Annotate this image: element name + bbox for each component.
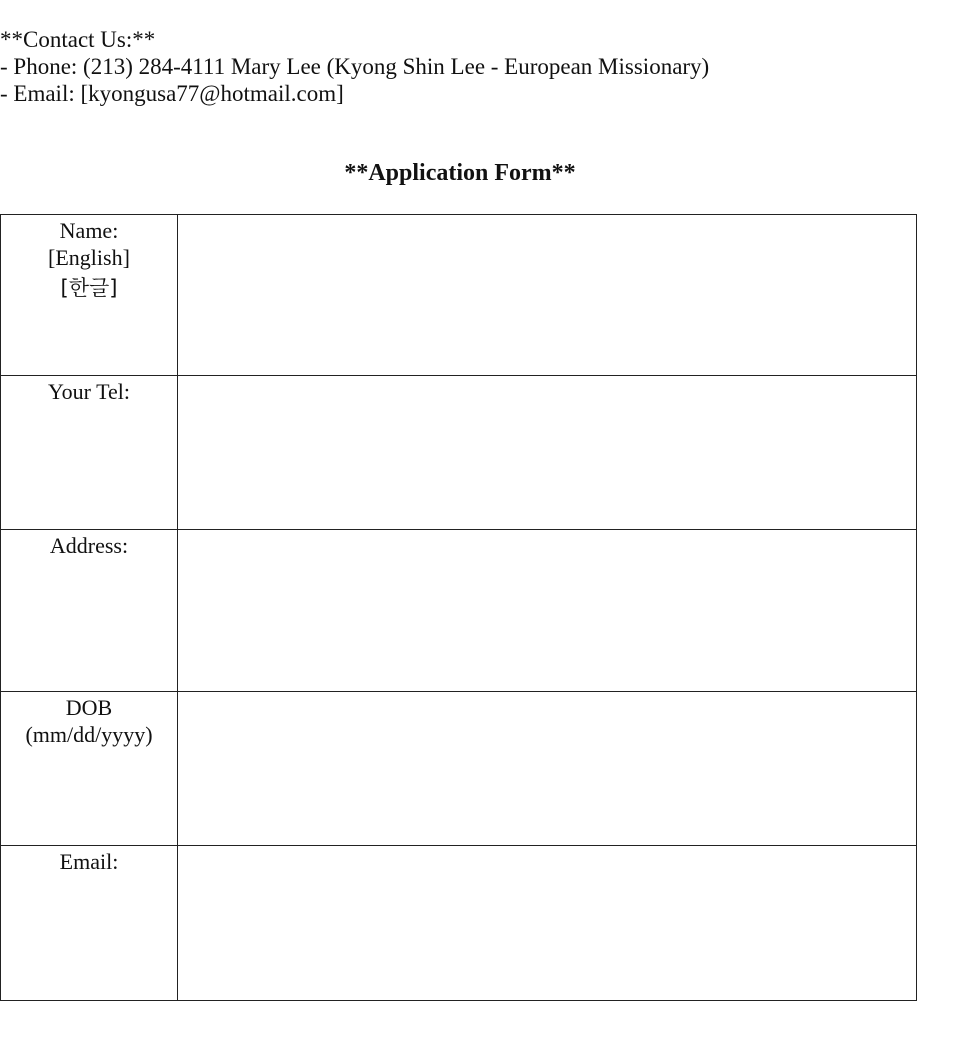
email-field[interactable] xyxy=(178,846,917,1001)
application-form-table xyxy=(0,214,917,1001)
dob-label-line: DOB xyxy=(65,695,113,720)
name-label-english: [English] xyxy=(48,245,130,270)
form-row-name xyxy=(1,215,917,376)
dob-field[interactable] xyxy=(178,692,917,846)
dob-label xyxy=(1,692,178,846)
address-field[interactable] xyxy=(178,530,917,692)
contact-section xyxy=(0,26,709,107)
contact-phone: - Phone: (213) 284-4111 Mary Lee (Kyong Shin Lee - European Missionary) xyxy=(0,54,710,79)
name-field[interactable] xyxy=(178,215,917,376)
name-label xyxy=(1,215,178,376)
name-label-line: Name: xyxy=(59,218,119,243)
form-row-tel xyxy=(1,376,917,530)
tel-field[interactable] xyxy=(178,376,917,530)
name-label-korean: [한글] xyxy=(60,276,118,300)
address-label-line: Address: xyxy=(49,533,129,558)
form-row-dob xyxy=(1,692,917,846)
contact-heading: **Contact Us:** xyxy=(0,27,156,52)
email-label-line: Email: xyxy=(59,849,119,874)
dob-format-hint: (mm/dd/yyyy) xyxy=(25,722,153,747)
tel-label xyxy=(1,376,178,530)
tel-label-line: Your Tel: xyxy=(47,379,130,404)
address-label xyxy=(1,530,178,692)
form-title: **Application Form** xyxy=(344,160,576,186)
contact-email: - Email: [kyongusa77@hotmail.com] xyxy=(0,81,344,106)
form-row-email xyxy=(1,846,917,1001)
email-label xyxy=(1,846,178,1001)
form-row-address xyxy=(1,530,917,692)
